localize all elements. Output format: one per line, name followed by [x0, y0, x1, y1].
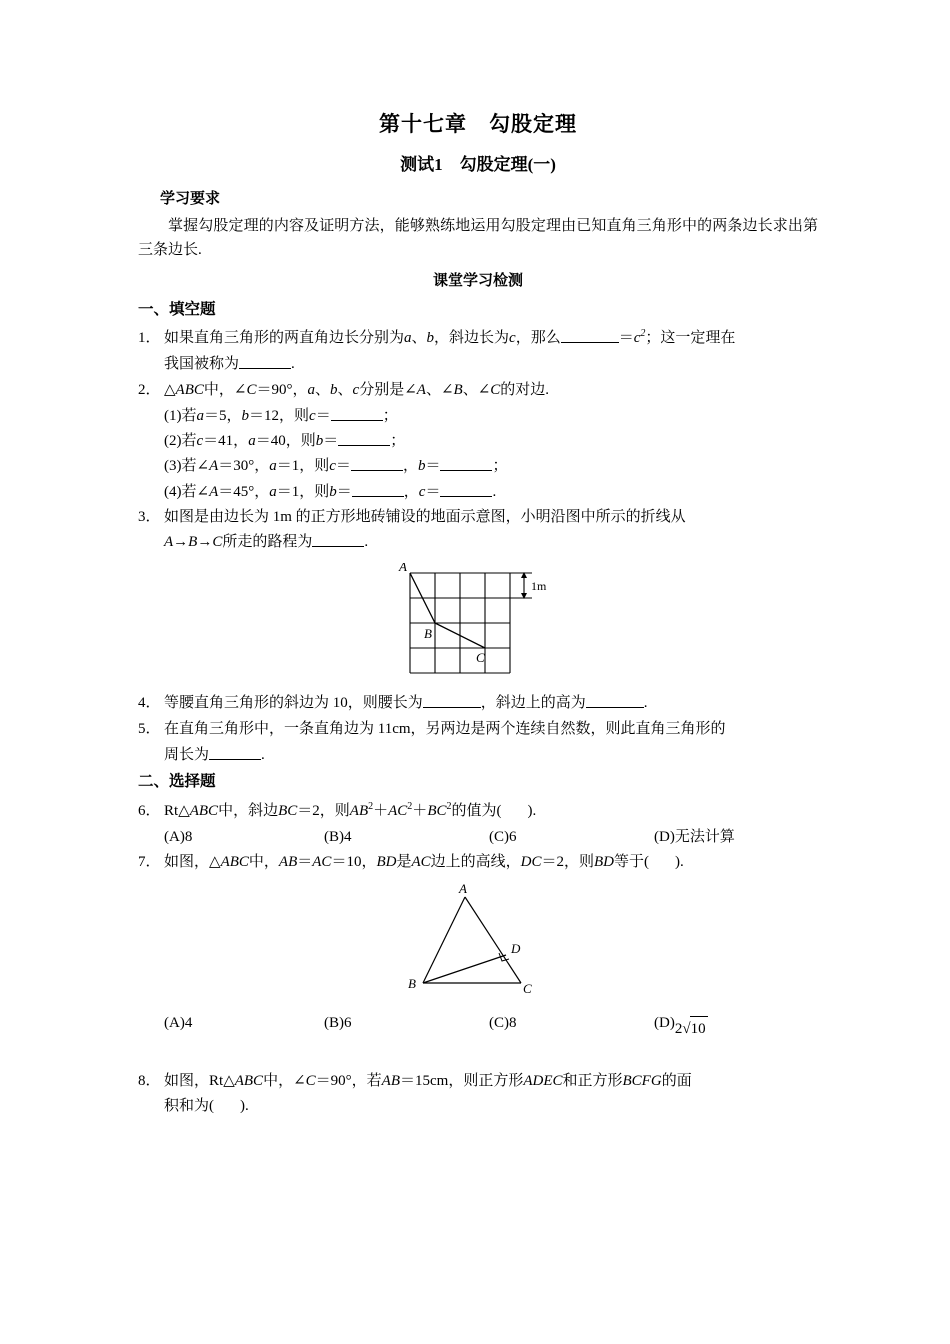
q1-period: . — [291, 355, 295, 372]
q2s4-t8: ＝ — [425, 483, 441, 500]
q6-option-c[interactable]: (C)6 — [489, 828, 517, 845]
q2s2-v2: a — [248, 433, 256, 450]
q2s3-t2: ＝30°， — [218, 458, 270, 475]
q1-text-c: ，那么 — [515, 330, 561, 347]
q1-text-a: 如果直角三角形的两直角边长分别为 — [164, 330, 405, 347]
q3-arrow-1: → — [173, 533, 189, 550]
q1-text-line2: 我国被称为 — [164, 355, 240, 372]
q1-var-c: c — [509, 330, 516, 347]
q2s3-v2: a — [269, 458, 277, 475]
q6-plus-2: ＋ — [412, 802, 428, 819]
q2s1-v1: a — [196, 408, 204, 425]
q2-triangle-symbol: △ — [164, 381, 176, 398]
q7-option-d-value: 2√10 — [675, 1016, 708, 1043]
q8-line-2a: 积和为( — [164, 1098, 214, 1115]
page-content — [138, 112, 818, 1120]
q5-line-2: 周长为 — [164, 746, 210, 763]
q2s1-t6: ＝ — [315, 408, 331, 425]
q2-stem-b: ＝90°， — [256, 381, 308, 398]
q2-sep-4: 、∠ — [462, 381, 491, 398]
q2-var-C: C — [246, 381, 257, 398]
q2s3-blank-1[interactable] — [351, 456, 403, 471]
q2s1-v2: b — [241, 408, 250, 425]
q2s3-end: ； — [492, 458, 508, 475]
q8-adec: ADEC — [523, 1072, 563, 1089]
q2s4-v4: c — [418, 483, 426, 500]
grid-lines — [410, 573, 510, 673]
q7-ac-2: AC — [411, 854, 431, 871]
options-bottom-spacer — [138, 1043, 818, 1069]
one-meter-measure — [510, 573, 532, 598]
q2-var-b: b — [330, 381, 338, 398]
part-one-heading: 一、填空题 — [138, 300, 216, 318]
q7-eq-2: ＝10， — [331, 854, 377, 871]
q2-angle-B: B — [453, 381, 463, 398]
q5-blank[interactable] — [209, 744, 261, 759]
q3-line-1: 如图是由边长为 1m 的正方形地砖铺设的地面示意图，小明沿图中所示的折线从 — [164, 508, 686, 525]
q7-bd: BD — [376, 854, 397, 871]
q3-point-B: B — [188, 533, 198, 550]
question-7-body — [164, 850, 818, 875]
q3-arrow-2: → — [197, 533, 213, 550]
q2s1-t2: ＝5， — [204, 408, 242, 425]
question-5 — [138, 717, 818, 767]
q1-text-d: ；这一定理在 — [645, 330, 736, 347]
q4-blank-1[interactable] — [423, 693, 481, 708]
question-4 — [138, 691, 818, 716]
q7-triangle-symbol: △ — [209, 854, 221, 871]
q2s2-v3: b — [315, 433, 324, 450]
q2s1-v3: c — [309, 408, 316, 425]
q2-angle-C: C — [490, 381, 501, 398]
question-8-body — [164, 1069, 818, 1119]
q7-option-d-label: (D) — [654, 1015, 675, 1032]
q2s2-t2: ＝41， — [203, 433, 249, 450]
q7-ac: AC — [312, 854, 332, 871]
walking-path — [410, 573, 485, 648]
q6-option-d[interactable]: (D)无法计算 — [654, 828, 735, 845]
q7-stem-e: ＝2，则 — [541, 854, 595, 871]
q1-equals: ＝ — [618, 330, 634, 347]
q7-option-d-coefficient: 2 — [674, 1021, 683, 1038]
q6-abc: ABC — [189, 802, 219, 819]
q2-angle-A: A — [416, 381, 426, 398]
q5-line-1: 在直角三角形中，一条直角边为 11cm，另两边是两个连续自然数，则此直角三角形的 — [164, 721, 726, 738]
question-7-figure — [138, 883, 818, 1001]
q7-eq-1: ＝ — [297, 854, 313, 871]
q7-option-a[interactable]: (A)4 — [164, 1015, 193, 1032]
q1-var-c2: c — [633, 330, 641, 347]
q1-var-b: b — [426, 330, 435, 347]
q1-blank-2[interactable] — [239, 353, 291, 368]
q2-var-a: a — [307, 381, 315, 398]
q2s3-blank-2[interactable] — [440, 456, 492, 471]
q8-triangle-symbol: △ — [223, 1072, 235, 1089]
grid-label-B: B — [424, 626, 432, 642]
q7-option-d[interactable] — [654, 1011, 814, 1043]
q2-var-c: c — [352, 381, 360, 398]
q7-stem-a: 如图， — [164, 854, 210, 871]
q7-stem-f: 等于( — [614, 854, 650, 871]
classroom-test-heading: 课堂学习检测 — [432, 272, 523, 289]
q2s2-blank[interactable] — [338, 431, 390, 446]
q3-point-A: A — [164, 533, 174, 550]
q7-stem-d: 边上的高线， — [430, 854, 521, 871]
q2-stem-c: 分别是∠ — [359, 381, 417, 398]
q8-stem-c: ＝90°，若 — [315, 1072, 382, 1089]
q2-sep-2: 、 — [337, 381, 353, 398]
q6-stem-a: 中，斜边 — [218, 802, 279, 819]
question-1-number: 1． — [138, 330, 161, 347]
q6-rt: Rt — [164, 802, 179, 819]
question-2-sub-4 — [164, 480, 818, 505]
question-4-body — [164, 691, 818, 716]
triangle-label-A: A — [459, 883, 467, 897]
grid-label-1m: 1m — [531, 579, 547, 594]
q2s3-t6: ＝ — [335, 458, 351, 475]
question-3-number: 3． — [138, 508, 161, 525]
question-5-number: 5． — [138, 721, 161, 738]
q7-option-c[interactable]: (C)8 — [489, 1015, 517, 1032]
q2s4-t4: ＝1，则 — [276, 483, 330, 500]
q2s1-t4: ＝12，则 — [249, 408, 310, 425]
q6-sup-2: 2 — [407, 800, 413, 812]
q6-option-b[interactable]: (B)4 — [324, 828, 352, 845]
q6-sup-3: 2 — [446, 800, 452, 812]
q2s4-label: (4)若∠ — [164, 483, 210, 500]
q7-dc: DC — [520, 854, 542, 871]
q2s3-v3: c — [329, 458, 336, 475]
q6-ab: AB — [349, 802, 369, 819]
q2s4-t2: ＝45°， — [218, 483, 270, 500]
q6-plus-1: ＋ — [373, 802, 389, 819]
q2-sep-3: 、∠ — [425, 381, 454, 398]
q6-ac: AC — [388, 802, 408, 819]
q4-period: . — [643, 695, 648, 712]
grid-label-C: C — [476, 650, 485, 666]
q2s4-t6: ＝ — [336, 483, 352, 500]
q2-stem-a: 中，∠ — [203, 381, 247, 398]
learning-requirement-heading: 学习要求 — [160, 190, 221, 207]
question-7-options — [164, 1011, 818, 1043]
q1-blank-1[interactable] — [561, 328, 619, 343]
q3-point-C: C — [212, 533, 223, 550]
q6-stem-c: 的值为( — [451, 802, 502, 819]
question-6 — [138, 799, 818, 824]
q2-abc: ABC — [175, 381, 204, 398]
q4-blank-2[interactable] — [586, 693, 644, 708]
question-6-options — [164, 825, 818, 851]
q3-text-d: 所走的路程为 — [222, 533, 313, 550]
question-6-body — [164, 799, 818, 824]
q2s1-end: ； — [382, 408, 398, 425]
triangle-label-D: D — [511, 941, 521, 957]
q2s1-label: (1)若 — [164, 408, 197, 425]
q1-exponent: 2 — [640, 328, 646, 340]
q2s2-t4: ＝40，则 — [255, 433, 316, 450]
q2s2-t6: ＝ — [323, 433, 339, 450]
q1-sep-1: 、 — [411, 330, 427, 347]
q7-stem-b: 中， — [248, 854, 279, 871]
triangle-sides — [423, 897, 521, 983]
q2s3-mid: ， — [402, 458, 418, 475]
q7-option-b[interactable]: (B)6 — [324, 1015, 352, 1032]
grid-label-A: A — [399, 563, 407, 575]
q8-abc: ABC — [234, 1072, 264, 1089]
test-title: 测试1 勾股定理(一) — [400, 155, 556, 175]
q2-stem-d: 的对边. — [500, 381, 550, 398]
q2s4-v3: b — [329, 483, 337, 500]
triangle-label-C: C — [523, 981, 532, 997]
question-1 — [138, 326, 818, 376]
q3-period: . — [364, 533, 369, 550]
q8-bcfg: BCFG — [622, 1072, 662, 1089]
q7-abc: ABC — [220, 854, 249, 871]
question-3-figure — [138, 563, 818, 681]
triangle-figure — [403, 883, 573, 1001]
q6-triangle-symbol: △ — [178, 802, 190, 819]
q8-stem-b: 中，∠ — [263, 1072, 306, 1089]
q8-stem-f: 的面 — [661, 1072, 692, 1089]
question-2-body — [164, 378, 818, 403]
q7-bd-2: BD — [594, 854, 615, 871]
q2s4-v1: A — [209, 483, 219, 500]
question-2-number: 2． — [138, 381, 161, 398]
question-2 — [138, 378, 818, 403]
q2s1-blank[interactable] — [331, 406, 383, 421]
question-3 — [138, 505, 818, 555]
q6-stem-b: ＝2，则 — [297, 802, 350, 819]
q5-period: . — [261, 746, 265, 763]
q3-blank[interactable] — [312, 532, 364, 547]
question-6-number: 6． — [138, 802, 161, 819]
question-2-sub-3 — [164, 454, 818, 479]
q2s3-label: (3)若∠ — [164, 458, 210, 475]
q1-var-a: a — [404, 330, 412, 347]
q8-ab: AB — [381, 1072, 400, 1089]
q2s3-v4: b — [417, 458, 426, 475]
question-2-sub-1 — [164, 404, 818, 429]
q2s4-mid: ， — [403, 483, 419, 500]
q2s2-label: (2)若 — [164, 433, 197, 450]
floor-tile-grid-svg — [396, 563, 576, 681]
q6-option-a[interactable]: (A)8 — [164, 828, 193, 845]
q2s4-blank-2[interactable] — [440, 481, 492, 496]
triangle-label-B: B — [408, 976, 416, 992]
q7-stem-c: 是 — [396, 854, 412, 871]
q4-text-b: ，斜边上的高为 — [480, 695, 586, 712]
q1-text-b: ，斜边长为 — [434, 330, 510, 347]
q8-stem-a: 如图，Rt — [164, 1072, 224, 1089]
q6-sup-1: 2 — [368, 800, 374, 812]
q6-bc: BC — [278, 802, 298, 819]
q2s3-v1: A — [209, 458, 219, 475]
q2s3-t4: ＝1，则 — [276, 458, 330, 475]
q8-stem-d: ＝15cm，则正方形 — [400, 1072, 524, 1089]
q2s4-v2: a — [269, 483, 277, 500]
q8-stem-e: 和正方形 — [562, 1072, 623, 1089]
q8-line-2b: ). — [240, 1098, 249, 1115]
question-5-body — [164, 717, 818, 767]
question-7-number: 7． — [138, 854, 161, 871]
question-1-body — [164, 326, 818, 376]
q2-sep-1: 、 — [314, 381, 330, 398]
part-two-heading: 二、选择题 — [138, 772, 216, 790]
q2s3-t8: ＝ — [425, 458, 441, 475]
q2s2-end: ； — [390, 433, 406, 450]
q2s4-end: . — [492, 483, 497, 500]
q7-option-d-radicand: 10 — [690, 1016, 708, 1043]
q6-stem-d: ). — [527, 802, 537, 819]
question-8-number: 8． — [138, 1072, 161, 1089]
question-7 — [138, 850, 818, 875]
question-2-sub-2 — [164, 429, 818, 454]
question-4-number: 4． — [138, 695, 161, 712]
floor-tile-grid-figure — [396, 563, 576, 681]
q4-text-a: 等腰直角三角形的斜边为 10，则腰长为 — [164, 695, 423, 712]
q8-angle-C: C — [305, 1072, 316, 1089]
q2s4-blank-1[interactable] — [352, 481, 404, 496]
question-8 — [138, 1069, 818, 1119]
chapter-title: 第十七章 勾股定理 — [379, 112, 577, 136]
q7-stem-g: ). — [675, 854, 684, 871]
question-3-body — [164, 505, 818, 555]
learning-requirement-text: 掌握勾股定理的内容及证明方法，能够熟练地运用勾股定理由已知直角三角形中的两条边长求出第三条边长. — [138, 218, 818, 259]
q6-bc-2: BC — [427, 802, 447, 819]
q7-ab: AB — [278, 854, 298, 871]
triangle-svg — [403, 883, 573, 1001]
q2s2-v1: c — [196, 433, 204, 450]
